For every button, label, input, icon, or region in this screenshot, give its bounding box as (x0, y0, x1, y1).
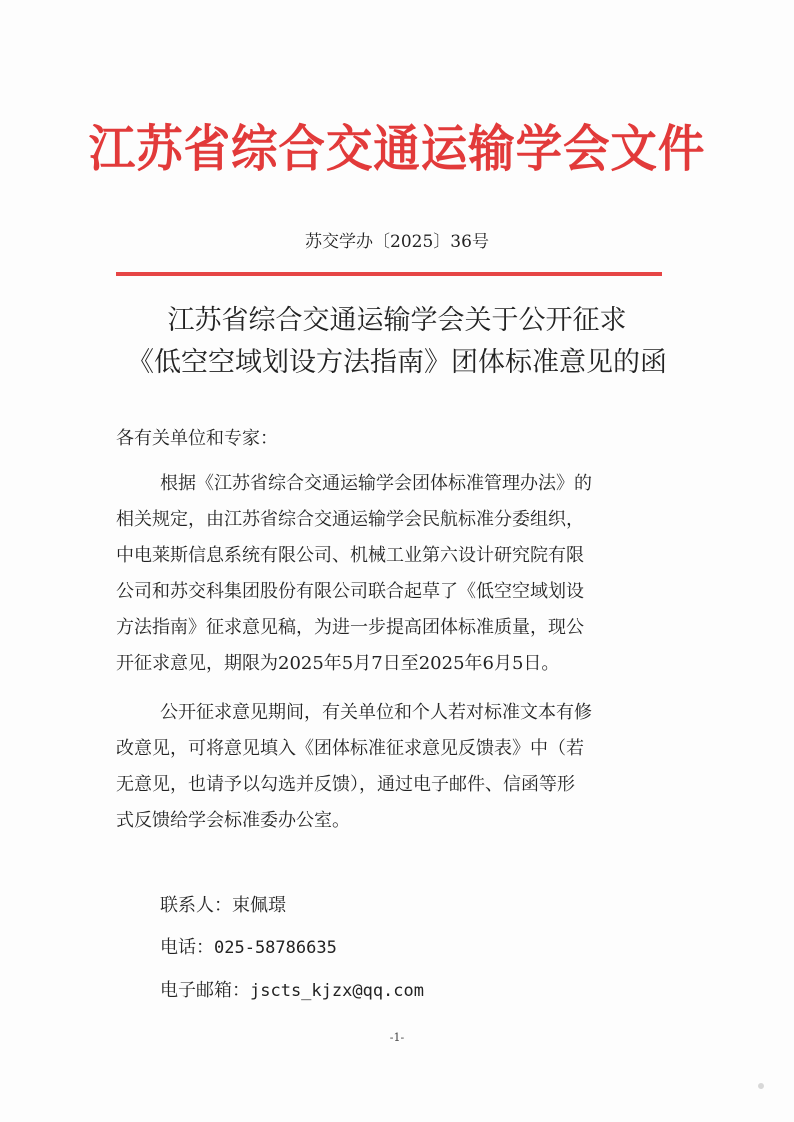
contact-person-label: 联系人： (160, 895, 232, 916)
paragraph-2-line: 改意见，可将意见填入《团体标准征求意见反馈表》中（若 (116, 738, 584, 759)
paragraph-1-line: 开征求意见，期限为2025年5月7日至2025年6月5日。 (116, 653, 560, 674)
page-number: -1- (389, 1031, 405, 1044)
letter-body (116, 466, 678, 839)
contact-person-row (160, 893, 286, 919)
paragraph-1-line: 中电莱斯信息系统有限公司、机械工业第六设计研究院有限 (116, 545, 584, 566)
paragraph-2 (116, 695, 678, 839)
paragraph-1-line: 公司和苏交科集团股份有限公司联合起草了《低空空域划设 (116, 581, 584, 602)
paragraph-1 (116, 466, 678, 682)
subject-title-line-2: 《低空空域划设方法指南》团体标准意见的函 (127, 347, 667, 378)
paragraph-2-line: 无意见，也请予以勾选并反馈），通过电子邮件、信函等形 (116, 774, 575, 795)
header-divider-rule (116, 272, 662, 276)
contact-email-address: jscts_kjzx@qq.com (250, 981, 424, 1001)
document-number: 苏交学办〔2025〕36号 (305, 232, 489, 252)
subject-title-line-1: 江苏省综合交通运输学会关于公开征求 (167, 305, 627, 336)
paragraph-2-line: 公开征求意见期间，有关单位和个人若对标准文本有修 (160, 702, 592, 723)
contact-phone-number: 025-58786635 (214, 938, 337, 958)
scan-speck (758, 1083, 764, 1089)
paragraph-1-line: 相关规定，由江苏省综合交通运输学会民航标准分委组织， (116, 509, 584, 530)
contact-phone-label: 电话： (160, 937, 214, 958)
paragraph-1-line: 根据《江苏省综合交通运输学会团体标准管理办法》的 (160, 473, 592, 494)
paragraph-2-line: 式反馈给学会标准委办公室。 (116, 810, 350, 831)
contact-email-label: 电子邮箱： (160, 980, 250, 1001)
contact-person-name: 束佩璟 (232, 895, 286, 916)
paragraph-1-line: 方法指南》征求意见稿，为进一步提高团体标准质量，现公 (116, 617, 584, 638)
contact-phone-row (160, 935, 337, 961)
salutation: 各有关单位和专家： (116, 428, 278, 449)
subject-title (0, 300, 794, 384)
contact-email-row (160, 978, 424, 1004)
organization-header-title: 江苏省综合交通运输学会文件 (88, 119, 706, 178)
